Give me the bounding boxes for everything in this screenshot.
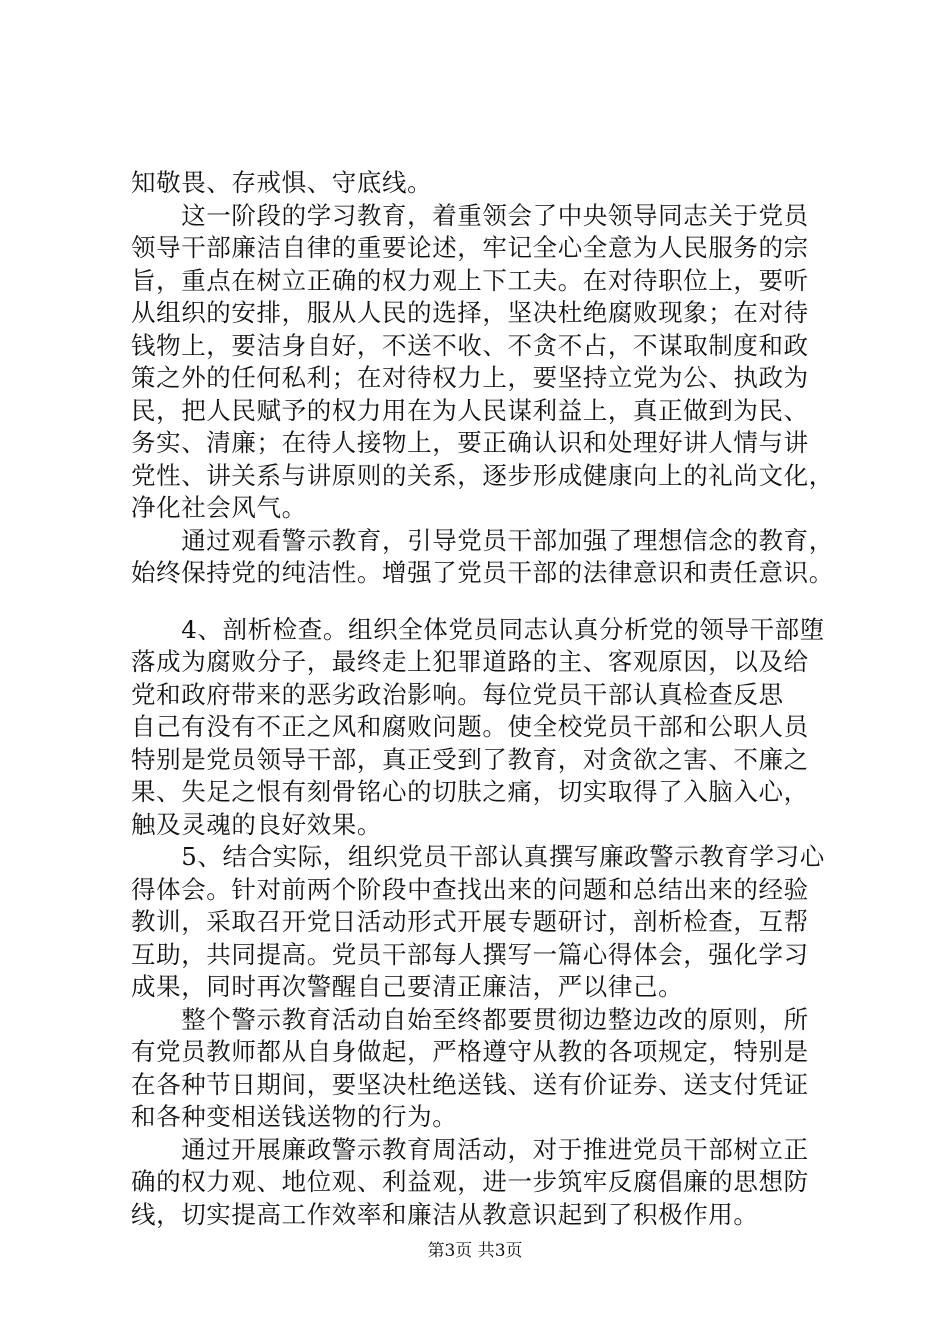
- text-line: 策之外的任何私利；在对待权力上，要坚持立党为公、执政为: [131, 363, 809, 392]
- text-line: 始终保持党的纯洁性。增强了党员干部的法律意识和责任意识。: [131, 558, 834, 587]
- text-line: 党性、讲关系与讲原则的关系，逐步形成健康向上的礼尚文化，: [131, 460, 834, 490]
- text-line: 这一阶段的学习教育，着重领会了中央领导同志关于党员: [131, 200, 809, 230]
- text-line: 成果，同时再次警醒自己要清正廉洁，严以律己。: [131, 972, 684, 1001]
- paragraph: [131, 525, 851, 590]
- paragraph: [131, 1004, 851, 1134]
- paragraph: [131, 841, 851, 1004]
- text-line: 得体会。针对前两个阶段中查找出来的问题和总结出来的经验: [131, 874, 809, 904]
- text-line: 确的权力观、地位观、利益观，进一步筑牢反腐倡廉的思想防: [131, 1167, 809, 1196]
- text-line: 领导干部廉洁自律的重要论述，牢记全心全意为人民服务的宗: [131, 233, 809, 262]
- text-line: 教训，采取召开党日活动形式开展专题研讨，剖析检查，互帮: [131, 907, 809, 936]
- text-line: 旨，重点在树立正确的权力观上下工夫。在对待职位上，要听: [131, 265, 809, 295]
- text-line: 互助，共同提高。党员干部每人撰写一篇心得体会，强化学习: [131, 939, 809, 969]
- text-line: 5、结合实际，组织党员干部认真撰写廉政警示教育学习心: [131, 842, 825, 871]
- text-line: 果、失足之恨有刻骨铭心的切肤之痛，切实取得了入脑入心，: [131, 777, 809, 806]
- page-footer: [0, 1240, 950, 1262]
- text-line: 4、剖析检查。组织全体党员同志认真分析党的领导干部堕: [131, 614, 825, 644]
- page-number: 第3页 共3页: [427, 1241, 523, 1261]
- paragraph: [131, 1134, 851, 1232]
- text-line: 通过开展廉政警示教育周活动，对于推进党员干部树立正: [131, 1134, 809, 1164]
- text-line: 有党员教师都从自身做起，严格遵守从教的各项规定，特别是: [131, 1037, 809, 1066]
- text-line: 和各种变相送钱送物的行为。: [131, 1102, 458, 1131]
- text-line: 知敬畏、存戒惧、守底线。: [131, 168, 433, 197]
- paragraph: [131, 200, 851, 525]
- text-line: 自己有没有不正之风和腐败问题。使全校党员干部和公职人员: [131, 712, 809, 741]
- text-line: 净化社会风气。: [131, 493, 307, 522]
- text-line: 在各种节日期间，要坚决杜绝送钱、送有价证券、送支付凭证: [131, 1069, 809, 1099]
- text-line: 钱物上，要洁身自好，不送不收、不贪不占，不谋取制度和政: [131, 330, 809, 360]
- text-line: 特别是党员领导干部，真正受到了教育，对贪欲之害、不廉之: [131, 744, 809, 774]
- paragraph: [131, 167, 851, 200]
- text-line: 整个警示教育活动自始至终都要贯彻边整边改的原则，所: [131, 1004, 809, 1034]
- paragraph-gap: [131, 590, 851, 614]
- text-line: 党和政府带来的恶劣政治影响。每位党员干部认真检查反思: [131, 679, 784, 709]
- text-line: 从组织的安排，服从人民的选择，坚决杜绝腐败现象；在对待: [131, 298, 809, 327]
- document-body: [131, 167, 851, 1231]
- text-line: 触及灵魂的良好效果。: [131, 809, 382, 839]
- text-line: 落成为腐败分子，最终走上犯罪道路的主、客观原因，以及给: [131, 647, 809, 676]
- text-line: 线，切实提高工作效率和廉洁从教意识起到了积极作用。: [131, 1199, 759, 1229]
- text-line: 通过观看警示教育，引导党员干部加强了理想信念的教育，: [131, 525, 834, 555]
- text-line: 民，把人民赋予的权力用在为人民谋利益上，真正做到为民、: [131, 395, 809, 425]
- text-line: 务实、清廉；在待人接物上，要正确认识和处理好讲人情与讲: [131, 428, 809, 457]
- paragraph: [131, 614, 851, 842]
